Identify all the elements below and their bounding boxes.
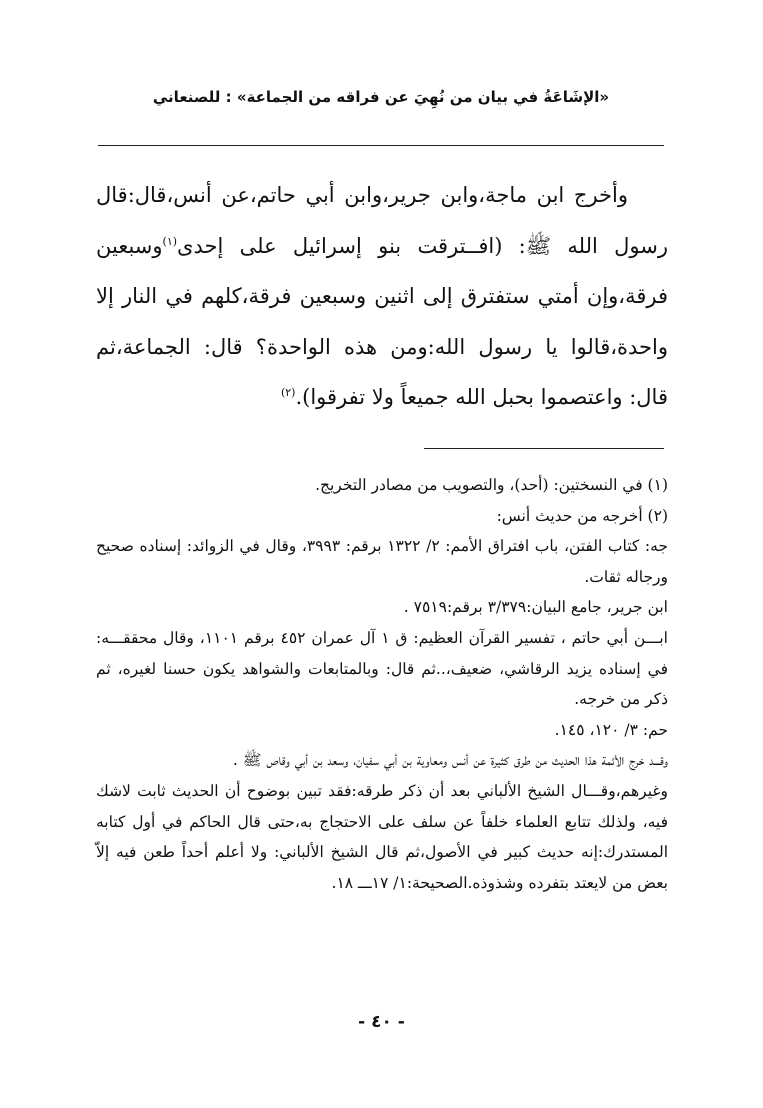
footnote-line: حم: ٣/ ١٢٠، ١٤٥. bbox=[554, 720, 668, 739]
footnote-line: وغيرهم،وقـــال الشيخ الألباني بعد أن ذكر طرقه:فقد تبين بوضوح أن الحديث ثابت لاشك فيه، ولذلك تتابع العلماء خلفاً عن سلف على الاحتجاج به،حتى قال الحاكم في أول كتابه المستدرك:إنه حديث كبير في الأصول،ثم قال الشيخ الألباني: ولا أعلم أحداً طعن فيه إلاّ بعض من لايعتد بتفرده وشذوذه.الصحيحة:١/ ١٧ـــ ١٨. bbox=[96, 781, 668, 892]
running-header bbox=[98, 88, 664, 106]
main-text-part-2: وسبعين فرقة،وإن أمتي ستفترق إلى اثنين وسبعين فرقة،كلهم في النار إلا واحدة،قالوا يا رسول الله:ومن هذه الواحدة؟ قال: الجماعة،ثم قال: واعتصموا بحبل الله جميعاً ولا تفرقوا). bbox=[96, 233, 668, 409]
footnote-marker-1: (١) bbox=[162, 234, 178, 248]
header-title: «الإشَاعَةُ في بيان من نُهِيَ عن فراقه من الجماعة» : للصنعاني bbox=[152, 88, 610, 106]
footnote-2: (٢) أخرجه من حديث أنس: bbox=[496, 506, 668, 525]
main-text bbox=[96, 170, 668, 423]
footnote-line: ابن جرير، جامع البيان:٣/٣٧٩ برقم:٧٥١٩ . bbox=[403, 598, 668, 617]
footnotes bbox=[96, 470, 668, 898]
main-paragraph bbox=[96, 170, 668, 423]
main-text-part-1: وأخرج ابن ماجة،وابن جرير،وابن أبي حاتم،عن أنس،قال:قال رسول الله ﷺ: (افــترقت بنو إسرائيل على إحدى bbox=[96, 183, 668, 258]
page-number: - ٤٠ - bbox=[358, 1012, 405, 1032]
footnote-1: (١) في النسختين: (أحد)، والتصويب من مصادر التخريج. bbox=[315, 476, 668, 494]
footnote-line: ابـــن أبي حاتم ، تفسير القرآن العظيم: ق ١ آل عمران ٤٥٢ برقم ١١٠١، وقال محققـــه: في إسناده يزيد الرقاشي، ضعيف،..ثم قال: وبالمتابعات والشواهد يكون حسنا لغيره، ثم ذكر من خرجه. bbox=[96, 628, 668, 709]
footnote-line: جه: كتاب الفتن، باب افتراق الأمم: ٢/ ١٣٢٢ برقم: ٣٩٩٣، وقال في الزوائد: إسناده صحيح ورجاله ثقات. bbox=[96, 537, 668, 586]
footnote-line: وقـــد خرج الأئمة هذا الحديث من طرق كثيرة عن أنس ومعاوية بن أبي سفيان، وسعد بن أبي وقاص ﷺ . bbox=[232, 751, 668, 770]
header-divider bbox=[98, 145, 664, 146]
footnote-divider bbox=[424, 448, 664, 449]
footnote-marker-2: (٢) bbox=[280, 386, 296, 399]
